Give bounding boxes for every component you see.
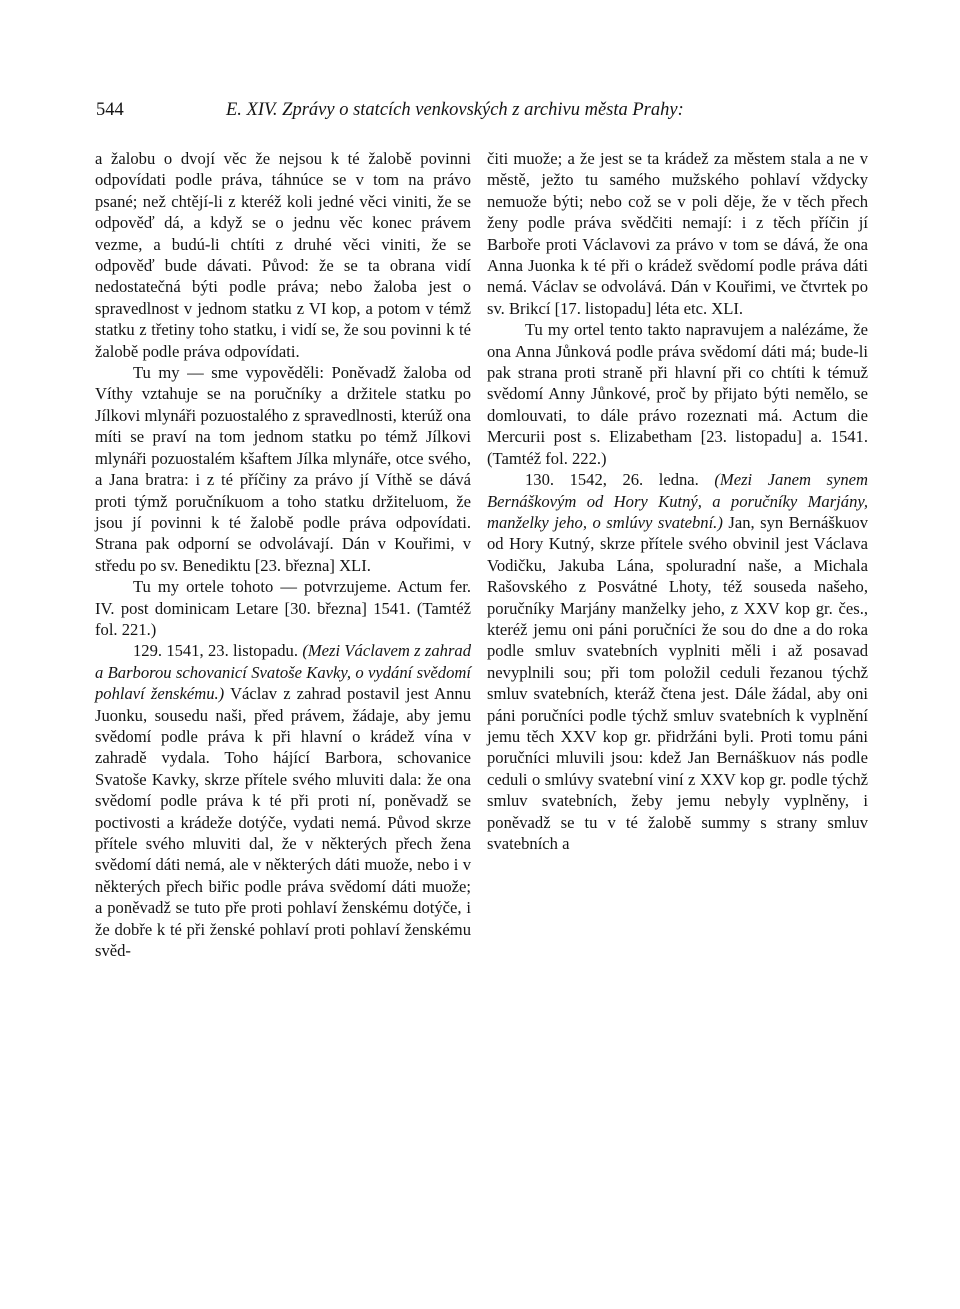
running-header bbox=[96, 96, 866, 124]
entry-lead: 129. 1541, 23. listopadu. bbox=[133, 641, 299, 661]
right-column bbox=[487, 148, 868, 854]
entry-130 bbox=[487, 469, 868, 854]
left-column bbox=[95, 148, 471, 961]
entry-body: Václav z zahrad postavil jest Annu Juonku, sousedu naši, před právem, žádaje, aby jemu svědomí podle práva k při hlavní o krádež vína v zahradě vydala. Toho hájící Barbora, schovanice Svatoše Kavky, skrze přítele svého mluviti dala: že ona svědomí podle práva k té při proti ní, poněvadž se poctivosti a krádeže dotýče, vydati nemá. Původ skrze přítele svého mluviti dal, že v některých přech žena svědomí dáti nemá, ale v některých dáti muože, nebo i v některých přech biřic podle práva svědomí dáti muože; a poněvadž se tuto pře proti pohlaví ženskému dotýče, i že dobře k té při ženské pohlaví proti pohlaví ženskému svěd- bbox=[95, 684, 471, 961]
entry-body: Jan, syn Bernáškuov od Hory Kutný, skrze přítele svého obvinil jest Václava Vodičku, Jakuba Lána, spoluradní naše, a Michala Rašovského z Posvátné Lhoty, též souseda našeho, poručníky Marjány manželky jeho, z XXV kop gr. čes., kteréž jemu oni páni poručníci že sou do dne a do roka podle smluv svatebních vyplniti měli i až posavad nevyplnili sou; při tom položil ceduli řezanou týchž smluv svatebních, kteráž čtena jest. Dále žádal, aby oni páni poručníci podle týchž smluv svatebních k vyplnění jemu těch XXV kop gr. přidržáni byli. Proti tomu páni poručníci mluvili jsou: kdež Jan Bernáškuov nás podle ceduli o smlúvy svatební viní z XXV kop gr. podle týchž smluv svatebních, žeby jemu nebyly vyplněny, i poněvadž se tu v té žalobě summy s strany smluv svatebních a bbox=[487, 512, 868, 853]
paragraph: čiti muože; a že jest se ta krádež za městem stala a ne v městě, ježto tu samého mužského pohlaví vždycky nemuože býti; nebo což se v poli děje, že v těch přech ženy podle práva svědčiti nemají: i z těch příčin jí Barboře proti Václavovi za právo v tom se dává, že ona Anna Juonka k té při o krádež svědomí podle práva dáti nemá. Václav se odvolává. Dán v Kouřimi, ve čtvrtek po sv. Brikcí [17. listopadu] léta etc. XLI. bbox=[487, 149, 868, 318]
paragraph: Tu my ortele tohoto — potvrzujeme. Actum fer. IV. post dominicam Letare [30. března] 1541. (Tamtéž fol. 221.) bbox=[95, 577, 471, 639]
paragraph: a žalobu o dvojí věc že nejsou k té žalobě povinni odpovídati podle práva, táhnúce se v tom na právo psané; než chtějí-li z kteréž koli jedné věci viniti, že se odpověď dá, a když se o jednu věc konec právem vezme, a budú-li chtíti z druhé věci viniti, že se odpověď bude dávati. Původ: že se ta obrana vidí nedostatečná býti podle práva; nebo žaloba jest o spravedlnost v jednom statku z VI kop, a potom v témž statku z třetiny toho statku, i vidí se, že sou povinni k té žalobě podle práva odpovídati. bbox=[95, 149, 471, 361]
entry-129 bbox=[95, 640, 471, 961]
page-number: 544 bbox=[96, 100, 124, 120]
entry-title: (Mezi Janem synem Bernáškovým od Hory Kutný, a poručníky Marjány, manželky jeho, o smlúvy svatební.) bbox=[487, 470, 868, 532]
running-title: E. XIV. Zprávy o statcích venkovských z archivu města Prahy: bbox=[226, 100, 684, 120]
paragraph: Tu my ortel tento takto napravujem a nalézáme, že ona Anna Jůnková podle práva svědomí dáti má; bude-li pak strana proti straně při hlavní při co chtíti k témuž svědomí Anny Jůnkové, proč by přijato býti nemělo, se domlouvati, to dále právo rozeznati má. Actum die Mercurii post s. Elizabetham [23. listopadu] a. 1541. (Tamtéž fol. 222.) bbox=[487, 320, 868, 468]
paragraph: Tu my — sme vypověděli: Poněvadž žaloba od Víthy vztahuje se na poručníky a držitele statku po Jílkovi mlynáři pozuostalého z spravedlnosti, kterúž ona míti se praví na tom jednom statku po témž Jílkovi mlynáři pozuostalém kšaftem Jílka mlynáře, otce svého, a Jana bratra: i z té příčiny za právo jí Víthě se dává proti týmž poručníkuom a toho statku držiteluom, že jsou jí povinni k té žalobě podle práva odpovídati. Strana pak odporní se odvolávají. Dán v Kouřimi, v středu po sv. Benediktu [23. března] XLI. bbox=[95, 363, 471, 575]
entry-title: (Mezi Václavem z zahrad a Barborou schovanicí Svatoše Kavky, o vydání svědomí pohlaví ženskému.) bbox=[95, 641, 471, 704]
entry-lead: 130. 1542, 26. ledna. bbox=[525, 470, 699, 490]
